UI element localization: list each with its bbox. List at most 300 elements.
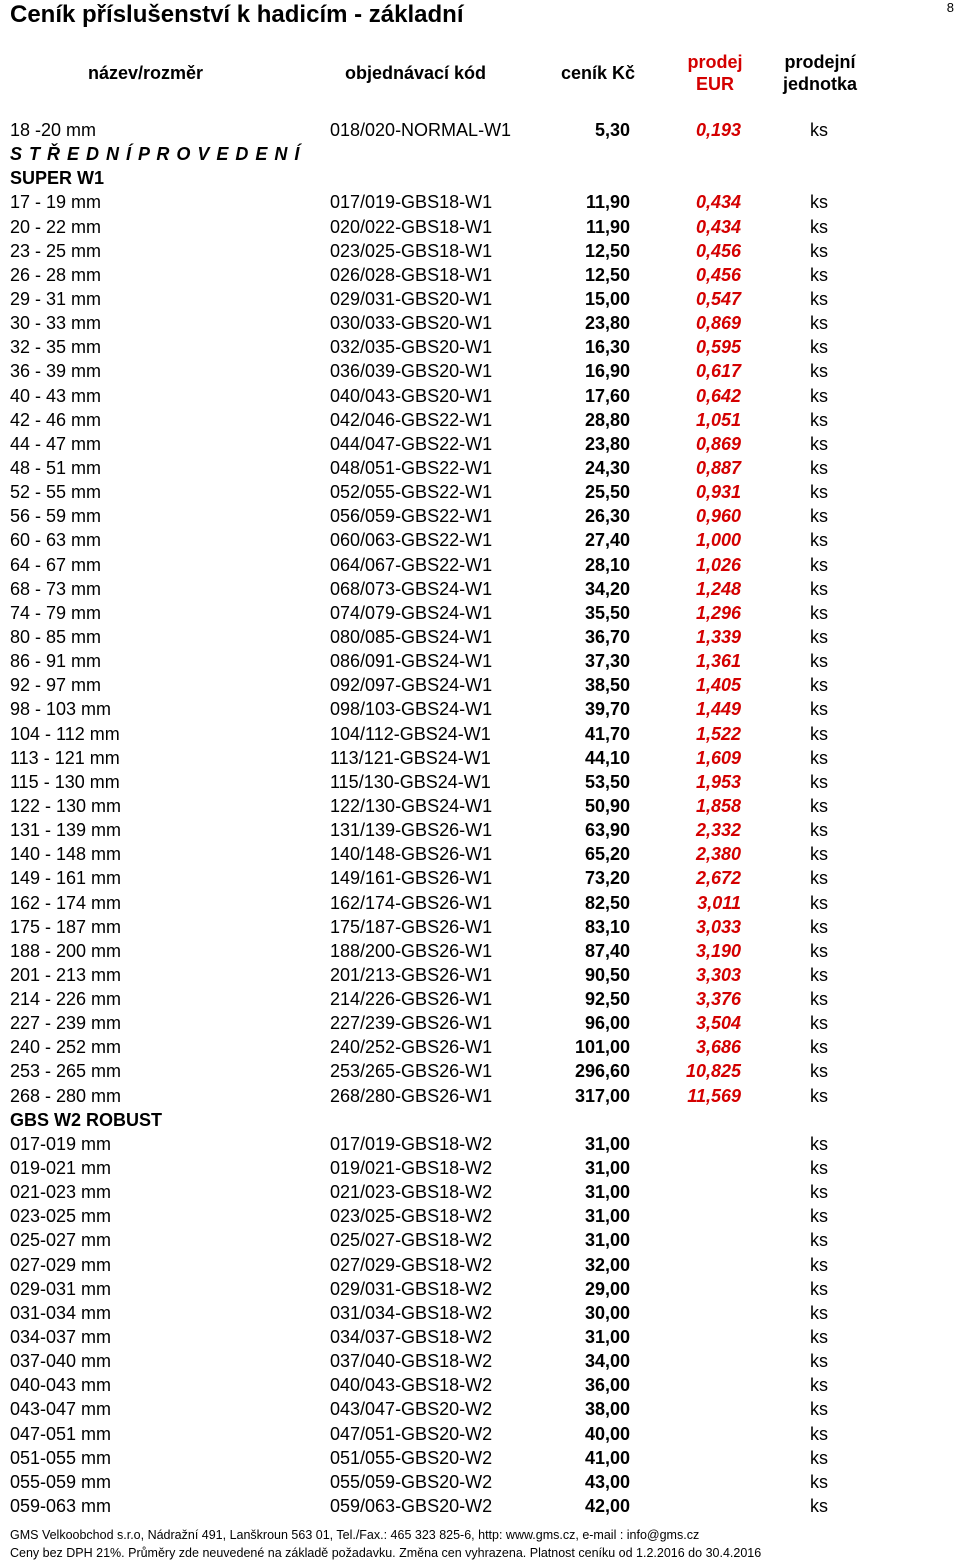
table-row — [0, 939, 960, 963]
cell-code: 201/213-GBS26-W1 — [330, 964, 493, 985]
cell-price-eur: 0,869 — [695, 433, 741, 454]
cell-unit: ks — [810, 892, 828, 913]
cell-price-eur: 1,858 — [695, 795, 741, 816]
cell-price-czk: 43,00 — [584, 1471, 630, 1492]
cell-code: 021/023-GBS18-W2 — [330, 1182, 493, 1203]
cell-unit: ks — [810, 1302, 828, 1323]
footer-notes: Ceny bez DPH 21%. Průměry zde neuvedené na základě požadavku. Změna cen vyhrazena. Platnost ceníku od 1.2.2016 do 30.4.2016 — [10, 1546, 762, 1560]
cell-unit: ks — [810, 1158, 828, 1179]
cell-unit: ks — [810, 916, 828, 937]
table-row — [0, 1397, 960, 1421]
cell-price-czk: 82,50 — [584, 892, 630, 913]
cell-name: 113 - 121 mm — [10, 747, 120, 768]
section-heading: S T Ř E D N Í P R O V E D E N Í — [10, 144, 301, 165]
cell-code: 092/097-GBS24-W1 — [330, 675, 493, 696]
cell-code: 019/021-GBS18-W2 — [330, 1158, 493, 1179]
cell-name: 059-063 mm — [10, 1496, 112, 1517]
section-heading: SUPER W1 — [10, 168, 105, 189]
table-row — [0, 577, 960, 601]
cell-price-czk: 23,80 — [584, 313, 630, 334]
cell-price-czk: 28,80 — [584, 409, 630, 430]
cell-price-eur: 1,609 — [695, 747, 741, 768]
cell-price-czk: 73,20 — [584, 868, 630, 889]
cell-unit: ks — [810, 1037, 828, 1058]
table-row — [0, 649, 960, 673]
cell-price-czk: 11,90 — [585, 216, 630, 237]
cell-price-eur: 1,953 — [695, 771, 741, 792]
cell-name: 029-031 mm — [10, 1278, 112, 1299]
cell-price-czk: 40,00 — [584, 1423, 630, 1444]
table-row — [0, 1373, 960, 1397]
cell-code: 098/103-GBS24-W1 — [330, 699, 493, 720]
cell-unit: ks — [810, 1423, 828, 1444]
cell-unit: ks — [810, 1061, 828, 1082]
table-row — [0, 432, 960, 456]
cell-price-eur: 1,405 — [695, 675, 741, 696]
cell-name: 26 - 28 mm — [10, 264, 102, 285]
cell-unit: ks — [810, 1351, 828, 1372]
cell-price-eur: 2,332 — [695, 820, 741, 841]
cell-code: 162/174-GBS26-W1 — [330, 892, 493, 913]
cell-price-eur: 0,434 — [695, 216, 741, 237]
header-unit-line2: jednotka — [782, 74, 857, 94]
cell-price-eur: 3,303 — [695, 964, 741, 985]
cell-code: 017/019-GBS18-W1 — [330, 192, 493, 213]
cell-name: 30 - 33 mm — [10, 313, 102, 334]
footer-contact: GMS Velkoobchod s.r.o, Nádražní 491, Lanškroun 563 01, Tel./Fax.: 465 323 825-6, http: www.gms.cz, e-mail : info@gms.cz — [10, 1528, 700, 1542]
cell-price-eur: 0,617 — [695, 361, 741, 382]
cell-code: 044/047-GBS22-W1 — [330, 433, 493, 454]
cell-price-czk: 39,70 — [584, 699, 630, 720]
cell-unit: ks — [810, 1375, 828, 1396]
table-row — [0, 1180, 960, 1204]
cell-unit: ks — [810, 288, 828, 309]
cell-price-czk: 37,30 — [584, 651, 630, 672]
cell-name: 017-019 mm — [10, 1133, 112, 1154]
cell-unit: ks — [810, 868, 828, 889]
cell-price-eur: 0,193 — [695, 120, 741, 140]
cell-price-czk: 26,30 — [584, 506, 630, 527]
cell-price-czk: 24,30 — [584, 457, 630, 478]
cell-code: 023/025-GBS18-W1 — [330, 240, 493, 261]
cell-price-czk: 296,60 — [574, 1061, 630, 1082]
table-row — [0, 746, 960, 770]
cell-unit: ks — [810, 530, 828, 551]
cell-price-czk: 317,00 — [574, 1085, 630, 1106]
cell-unit: ks — [810, 240, 828, 261]
cell-name: 268 - 280 mm — [10, 1085, 122, 1106]
cell-code: 055/059-GBS20-W2 — [330, 1471, 493, 1492]
cell-price-eur: 0,960 — [695, 506, 741, 527]
cell-name: 32 - 35 mm — [10, 337, 102, 358]
cell-code: 060/063-GBS22-W1 — [330, 530, 493, 551]
cell-name: 227 - 239 mm — [10, 1013, 122, 1034]
cell-price-czk: 92,50 — [584, 989, 630, 1010]
cell-unit: ks — [810, 723, 828, 744]
header-unit — [774, 51, 866, 95]
table-row — [0, 1084, 960, 1108]
cell-price-czk: 65,20 — [584, 844, 630, 865]
section-heading: GBS W2 ROBUST — [10, 1109, 163, 1130]
cell-price-czk: 31,00 — [584, 1182, 630, 1203]
cell-price-eur: 2,380 — [695, 844, 741, 865]
table-row — [0, 1228, 960, 1252]
cell-unit: ks — [810, 264, 828, 285]
cell-unit: ks — [810, 1206, 828, 1227]
cell-code: 042/046-GBS22-W1 — [330, 409, 493, 430]
cell-unit: ks — [810, 1254, 828, 1275]
cell-code: 140/148-GBS26-W1 — [330, 844, 493, 865]
table-row — [0, 794, 960, 818]
cell-price-eur: 0,887 — [695, 457, 741, 478]
cell-price-czk: 41,00 — [584, 1447, 630, 1468]
cell-name: 055-059 mm — [10, 1471, 112, 1492]
price-table — [0, 118, 960, 1518]
header-czk: ceník Kč — [561, 63, 636, 83]
cell-code: 113/121-GBS24-W1 — [330, 747, 491, 768]
cell-name: 019-021 mm — [10, 1158, 112, 1179]
cell-name: 23 - 25 mm — [10, 240, 102, 261]
table-row — [0, 1446, 960, 1470]
cell-name: 034-037 mm — [10, 1327, 112, 1348]
cell-name: 047-051 mm — [10, 1423, 112, 1444]
cell-price-czk: 23,80 — [584, 433, 630, 454]
cell-unit: ks — [810, 337, 828, 358]
cell-unit: ks — [810, 433, 828, 454]
cell-code: 240/252-GBS26-W1 — [330, 1037, 493, 1058]
cell-code: 034/037-GBS18-W2 — [330, 1327, 493, 1348]
cell-name: 201 - 213 mm — [10, 964, 122, 985]
cell-price-eur: 3,033 — [695, 916, 741, 937]
cell-code: 080/085-GBS24-W1 — [330, 626, 493, 647]
cell-price-czk: 31,00 — [584, 1158, 630, 1179]
cell-code: 056/059-GBS22-W1 — [330, 506, 493, 527]
cell-price-czk: 31,00 — [584, 1206, 630, 1227]
table-row — [0, 987, 960, 1011]
cell-name: 162 - 174 mm — [10, 892, 122, 913]
cell-unit: ks — [810, 626, 828, 647]
cell-name: 040-043 mm — [10, 1375, 112, 1396]
cell-name: 037-040 mm — [10, 1351, 112, 1372]
cell-unit: ks — [810, 1133, 828, 1154]
cell-price-eur: 0,547 — [695, 288, 741, 309]
cell-name: 043-047 mm — [10, 1399, 112, 1420]
cell-code: 029/031-GBS20-W1 — [330, 288, 493, 309]
table-row — [0, 1156, 960, 1180]
header-eur — [684, 51, 746, 95]
cell-unit: ks — [810, 216, 828, 237]
cell-price-czk: 87,40 — [584, 940, 630, 961]
cell-price-czk: 31,00 — [584, 1327, 630, 1348]
cell-price-czk: 31,00 — [584, 1133, 630, 1154]
cell-price-czk: 12,50 — [584, 240, 630, 261]
cell-code: 253/265-GBS26-W1 — [330, 1061, 493, 1082]
cell-price-czk: 42,00 — [584, 1496, 630, 1517]
cell-unit: ks — [810, 457, 828, 478]
table-row — [0, 553, 960, 577]
cell-price-eur: 1,339 — [695, 626, 741, 647]
cell-price-eur: 0,595 — [695, 337, 741, 358]
cell-code: 227/239-GBS26-W1 — [330, 1013, 493, 1034]
cell-name: 20 - 22 mm — [10, 216, 102, 237]
cell-code: 023/025-GBS18-W2 — [330, 1206, 493, 1227]
cell-name: 86 - 91 mm — [10, 651, 102, 672]
cell-price-czk: 36,00 — [584, 1375, 630, 1396]
table-row — [0, 818, 960, 842]
cell-price-czk: 25,50 — [584, 482, 630, 503]
table-row — [0, 1059, 960, 1083]
cell-unit: ks — [810, 120, 828, 140]
header-unit-line1: prodejní — [784, 52, 856, 72]
table-row — [0, 770, 960, 794]
table-row — [0, 1204, 960, 1228]
cell-unit: ks — [810, 313, 828, 334]
cell-name: 214 - 226 mm — [10, 989, 122, 1010]
cell-name: 52 - 55 mm — [10, 482, 102, 503]
cell-price-eur: 1,296 — [695, 602, 741, 623]
table-row — [0, 1035, 960, 1059]
cell-price-czk: 15,00 — [584, 288, 630, 309]
cell-code: 027/029-GBS18-W2 — [330, 1254, 493, 1275]
cell-code: 040/043-GBS20-W1 — [330, 385, 493, 406]
cell-price-eur: 3,686 — [695, 1037, 741, 1058]
table-row — [0, 673, 960, 697]
table-row — [0, 1132, 960, 1156]
cell-code: 017/019-GBS18-W2 — [330, 1133, 493, 1154]
cell-code: 051/055-GBS20-W2 — [330, 1447, 493, 1468]
cell-price-czk: 34,00 — [584, 1351, 630, 1372]
cell-price-czk: 12,50 — [584, 264, 630, 285]
cell-price-czk: 96,00 — [584, 1013, 630, 1034]
cell-price-czk: 30,00 — [584, 1302, 630, 1323]
cell-name: 17 - 19 mm — [10, 192, 102, 213]
cell-price-czk: 44,10 — [584, 747, 630, 768]
cell-price-czk: 16,90 — [584, 361, 630, 382]
cell-name: 140 - 148 mm — [10, 844, 122, 865]
cell-name: 025-027 mm — [10, 1230, 112, 1251]
cell-code: 031/034-GBS18-W2 — [330, 1302, 493, 1323]
cell-unit: ks — [810, 1327, 828, 1348]
cell-price-czk: 38,50 — [584, 675, 630, 696]
table-row — [0, 215, 960, 239]
cell-price-czk: 101,00 — [574, 1037, 630, 1058]
cell-name: 18 -20 mm — [10, 120, 97, 140]
cell-price-eur: 0,456 — [695, 264, 741, 285]
cell-unit: ks — [810, 482, 828, 503]
cell-name: 42 - 46 mm — [10, 409, 102, 430]
cell-name: 29 - 31 mm — [10, 288, 102, 309]
cell-code: 037/040-GBS18-W2 — [330, 1351, 493, 1372]
cell-price-eur: 1,248 — [695, 578, 741, 599]
cell-unit: ks — [810, 651, 828, 672]
cell-code: 188/200-GBS26-W1 — [330, 940, 493, 961]
cell-name: 175 - 187 mm — [10, 916, 122, 937]
cell-unit: ks — [810, 506, 828, 527]
table-row — [0, 287, 960, 311]
cell-price-czk: 50,90 — [584, 795, 630, 816]
table-row — [0, 1494, 960, 1518]
cell-price-czk: 16,30 — [584, 337, 630, 358]
cell-unit: ks — [810, 844, 828, 865]
cell-unit: ks — [810, 699, 828, 720]
cell-price-czk: 41,70 — [584, 723, 630, 744]
cell-code: 059/063-GBS20-W2 — [330, 1496, 493, 1517]
cell-code: 052/055-GBS22-W1 — [330, 482, 493, 503]
cell-name: 021-023 mm — [10, 1182, 112, 1203]
cell-price-eur: 11,569 — [687, 1085, 741, 1106]
cell-name: 56 - 59 mm — [10, 506, 102, 527]
table-row — [0, 1011, 960, 1035]
header-eur-line1: prodej — [687, 52, 743, 72]
cell-code: 047/051-GBS20-W2 — [330, 1423, 493, 1444]
cell-price-eur: 10,825 — [685, 1061, 741, 1082]
cell-unit: ks — [810, 409, 828, 430]
cell-unit: ks — [810, 192, 828, 213]
table-row — [0, 190, 960, 214]
cell-unit: ks — [810, 675, 828, 696]
table-row — [0, 842, 960, 866]
cell-name: 027-029 mm — [10, 1254, 112, 1275]
cell-code: 029/031-GBS18-W2 — [330, 1278, 493, 1299]
cell-price-czk: 36,70 — [584, 626, 630, 647]
cell-unit: ks — [810, 1447, 828, 1468]
cell-name: 104 - 112 mm — [10, 723, 120, 744]
cell-name: 68 - 73 mm — [10, 578, 102, 599]
cell-code: 074/079-GBS24-W1 — [330, 602, 493, 623]
cell-price-czk: 17,60 — [584, 385, 630, 406]
cell-price-czk: 28,10 — [584, 554, 630, 575]
cell-price-czk: 38,00 — [584, 1399, 630, 1420]
cell-code: 268/280-GBS26-W1 — [330, 1085, 493, 1106]
cell-name: 023-025 mm — [10, 1206, 112, 1227]
cell-price-eur: 0,456 — [695, 240, 741, 261]
cell-price-czk: 35,50 — [584, 602, 630, 623]
cell-code: 020/022-GBS18-W1 — [330, 216, 493, 237]
cell-price-eur: 1,000 — [695, 530, 741, 551]
cell-code: 032/035-GBS20-W1 — [330, 337, 493, 358]
table-row — [0, 311, 960, 335]
table-row — [0, 1301, 960, 1325]
cell-name: 36 - 39 mm — [10, 361, 102, 382]
table-row — [0, 697, 960, 721]
cell-price-eur: 1,026 — [695, 554, 741, 575]
cell-name: 051-055 mm — [10, 1447, 112, 1468]
table-row — [0, 359, 960, 383]
cell-code: 131/139-GBS26-W1 — [330, 820, 493, 841]
cell-name: 188 - 200 mm — [10, 940, 122, 961]
cell-code: 214/226-GBS26-W1 — [330, 989, 493, 1010]
header-code: objednávací kód — [345, 63, 487, 83]
table-row — [0, 1470, 960, 1494]
cell-unit: ks — [810, 554, 828, 575]
cell-price-czk: 11,90 — [585, 192, 630, 213]
cell-price-eur: 0,931 — [695, 482, 741, 503]
cell-price-eur: 3,504 — [695, 1013, 741, 1034]
cell-name: 253 - 265 mm — [10, 1061, 122, 1082]
cell-unit: ks — [810, 820, 828, 841]
cell-code: 115/130-GBS24-W1 — [330, 771, 491, 792]
table-row — [0, 601, 960, 625]
table-row — [0, 335, 960, 359]
cell-code: 175/187-GBS26-W1 — [330, 916, 493, 937]
cell-price-eur: 0,642 — [695, 385, 741, 406]
cell-price-eur: 3,376 — [695, 989, 741, 1010]
table-row — [0, 625, 960, 649]
table-row — [0, 1253, 960, 1277]
cell-code: 026/028-GBS18-W1 — [330, 264, 493, 285]
cell-unit: ks — [810, 747, 828, 768]
table-row — [0, 118, 960, 142]
cell-name: 48 - 51 mm — [10, 457, 102, 478]
cell-price-eur: 3,011 — [697, 892, 741, 913]
cell-name: 98 - 103 mm — [10, 699, 112, 720]
cell-code: 043/047-GBS20-W2 — [330, 1399, 493, 1420]
cell-code: 036/039-GBS20-W1 — [330, 361, 493, 382]
table-row — [0, 866, 960, 890]
table-row — [0, 1349, 960, 1373]
table-row — [0, 915, 960, 939]
cell-unit: ks — [810, 361, 828, 382]
cell-name: 44 - 47 mm — [10, 433, 102, 454]
cell-unit: ks — [810, 1496, 828, 1517]
cell-price-eur: 2,672 — [695, 868, 741, 889]
table-row — [0, 408, 960, 432]
cell-unit: ks — [810, 940, 828, 961]
cell-code: 064/067-GBS22-W1 — [330, 554, 493, 575]
cell-unit: ks — [810, 989, 828, 1010]
cell-price-czk: 53,50 — [584, 771, 630, 792]
cell-unit: ks — [810, 795, 828, 816]
cell-unit: ks — [810, 602, 828, 623]
cell-price-eur: 1,522 — [695, 723, 741, 744]
cell-unit: ks — [810, 578, 828, 599]
cell-price-czk: 29,00 — [584, 1278, 630, 1299]
cell-unit: ks — [810, 385, 828, 406]
cell-name: 40 - 43 mm — [10, 385, 102, 406]
cell-price-czk: 32,00 — [584, 1254, 630, 1275]
cell-unit: ks — [810, 1399, 828, 1420]
table-row — [0, 963, 960, 987]
cell-name: 64 - 67 mm — [10, 554, 102, 575]
table-row — [0, 1325, 960, 1349]
table-row — [0, 480, 960, 504]
cell-code: 018/020-NORMAL-W1 — [330, 120, 512, 140]
page-number: 8 — [946, 0, 954, 15]
cell-name: 240 - 252 mm — [10, 1037, 122, 1058]
table-row — [0, 239, 960, 263]
table-row — [0, 263, 960, 287]
cell-code: 030/033-GBS20-W1 — [330, 313, 493, 334]
cell-unit: ks — [810, 1230, 828, 1251]
cell-unit: ks — [810, 1013, 828, 1034]
table-row — [0, 1277, 960, 1301]
cell-price-czk: 5,30 — [594, 120, 630, 140]
cell-price-czk: 83,10 — [584, 916, 630, 937]
cell-code: 048/051-GBS22-W1 — [330, 457, 493, 478]
cell-unit: ks — [810, 1278, 828, 1299]
cell-name: 131 - 139 mm — [10, 820, 122, 841]
cell-unit: ks — [810, 771, 828, 792]
cell-unit: ks — [810, 1182, 828, 1203]
cell-price-eur: 1,051 — [695, 409, 741, 430]
page-title: Ceník příslušenství k hadicím - základní — [10, 1, 464, 28]
cell-name: 92 - 97 mm — [10, 675, 102, 696]
cell-unit: ks — [810, 1085, 828, 1106]
cell-price-czk: 34,20 — [584, 578, 630, 599]
table-row — [0, 722, 960, 746]
table-row — [0, 528, 960, 552]
cell-code: 025/027-GBS18-W2 — [330, 1230, 493, 1251]
